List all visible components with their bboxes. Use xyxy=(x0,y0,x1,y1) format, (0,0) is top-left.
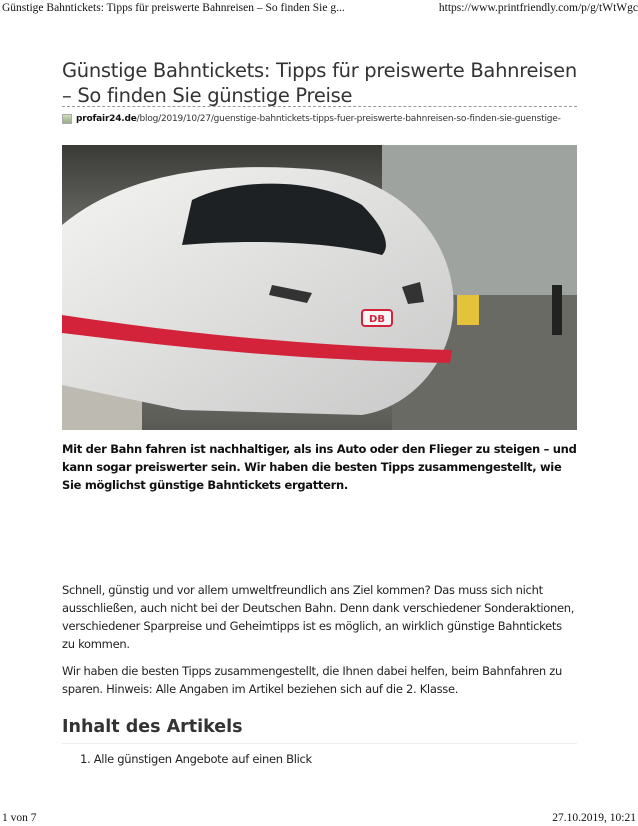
print-footer-datetime: 27.10.2019, 10:21 xyxy=(552,812,636,824)
divider xyxy=(62,743,577,744)
favicon-icon xyxy=(62,114,72,124)
print-footer-page: 1 von 7 xyxy=(2,812,37,824)
article-lead: Mit der Bahn fahren ist nachhaltiger, als ins Auto oder den Flieger zu steigen – und kann sogar preiswerter sein. Wir haben die besten Tipps zusammengestellt, wie Sie möglichst günstige Bahntickets ergattern. xyxy=(62,442,577,492)
article-title: Günstige Bahntickets: Tipps für preiswerte Bahnreisen – So finden Sie günstige Preise xyxy=(62,59,577,107)
source-path: /blog/2019/10/27/guenstige-bahntickets-tipps-fuer-preiswerte-bahnreisen-so-finden-sie-guenstige- xyxy=(136,114,561,124)
divider xyxy=(62,106,577,107)
print-header-url: https://www.printfriendly.com/p/g/tWtWgc xyxy=(438,2,638,14)
print-header-title: Günstige Bahntickets: Tipps für preiswerte Bahnreisen – So finden Sie g... xyxy=(2,2,345,14)
article-paragraph: Schnell, günstig und vor allem umweltfreundlich ans Ziel kommen? Das muss sich nicht ausschließen, auch nicht bei der Deutschen Bahn. Denn dank verschiedener Sonderaktionen, verschiedener Sparpreise und Geheimtipps ist es möglich, an wirklich günstige Bahntickets zu kommen. xyxy=(62,583,575,651)
article-image-train xyxy=(62,145,577,430)
toc-heading: Inhalt des Artikels xyxy=(62,717,243,737)
source-link[interactable] xyxy=(62,114,561,124)
db-logo: DB xyxy=(369,314,385,325)
source-domain: profair24.de xyxy=(76,114,137,124)
article-paragraph: Wir haben die besten Tipps zusammengestellt, die Ihnen dabei helfen, beim Bahnfahren zu sparen. Hinweis: Alle Angaben im Artikel beziehen sich auf die 2. Klasse. xyxy=(62,664,562,696)
toc-item[interactable]: 1. Alle günstigen Angebote auf einen Blick xyxy=(80,752,312,766)
